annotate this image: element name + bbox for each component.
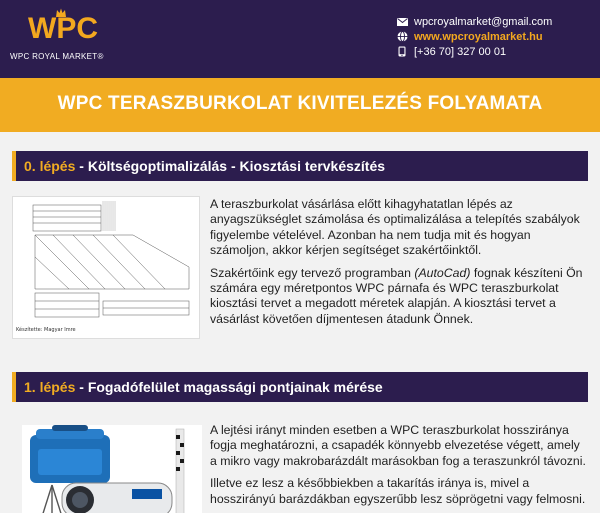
phone-icon	[396, 46, 408, 58]
mail-icon	[396, 16, 408, 28]
contact-phone[interactable]	[396, 44, 596, 59]
contact-phone-text: [+36 70] 327 00 01	[414, 45, 507, 58]
header-bar	[0, 0, 600, 78]
step-0-number: 0. lépés	[24, 158, 76, 174]
globe-icon	[396, 31, 408, 43]
step-1-paragraph-2: Illetve ez lesz a későbbiekben a takarítás iránya is, mivel a hosszirányú barázdákban egyszerűbb lesz söprögetni vagy felmosni.	[210, 476, 586, 506]
step-1-body	[210, 423, 590, 513]
brand-logo[interactable]	[10, 12, 110, 68]
leveling-instrument-photo	[22, 425, 202, 513]
step-0-paragraph-1: A teraszburkolat vásárlása előtt kihagyhatatlan lépés az anyagszükséglet számolása és optimalizálása a telepítés szabályok figyelembe vételével. Azonban ha nem tudja mit és hogyan számoljon, akkor kérjen segítséget szakértőinktől.	[210, 197, 580, 258]
title-banner	[0, 78, 600, 132]
logo-mark: WPC	[28, 12, 98, 45]
layout-plan-drawing	[13, 197, 199, 338]
contact-website[interactable]	[396, 29, 596, 44]
image-caption: Készítette: Magyar Imre	[16, 327, 76, 333]
step-0-title: Költségoptimalizálás - Kiosztási tervkészítés	[87, 158, 386, 174]
step-0-body	[210, 197, 590, 334]
contact-list	[396, 14, 596, 59]
step-1-heading	[24, 379, 383, 395]
logo-text: WPC ROYAL MARKET®	[10, 52, 104, 61]
step-0-header	[12, 151, 588, 181]
page-title: WPC TERASZBURKOLAT KIVITELEZÉS FOLYAMATA	[57, 93, 543, 114]
layout-plan-image	[12, 196, 200, 339]
step-0-separator: -	[75, 158, 88, 174]
leveling-instrument-image	[22, 425, 202, 513]
step-1-paragraph-1: A lejtési irányt minden esetben a WPC teraszburkolat hossziránya fogja meghatározni, a csapadék könnyebb elvezetése végett, amely a mikro vagy makrobarázdált marásokban fog a teraszunkról távozni.	[210, 423, 586, 468]
step-0-heading	[24, 158, 385, 174]
step-1-header	[12, 372, 588, 402]
step-0-paragraph-2	[210, 266, 590, 328]
contact-email[interactable]	[396, 14, 596, 29]
step-0-paragraph-2-text: Szakértőink egy tervező programban (AutoCad) fognak készíteni Ön számára egy méretpontos WPC párnafa és WPC teraszburkolat kiosztási tervet a megadott méretek alapján. A kiosztási tervet a vásárlást követően díjmentesen átadunk Önnek.	[210, 265, 583, 326]
step-1-number: 1. lépés	[24, 379, 76, 395]
contact-website-text: www.wpcroyalmarket.hu	[414, 30, 543, 43]
step-1-separator: -	[75, 379, 88, 395]
contact-email-text: wpcroyalmarket@gmail.com	[414, 15, 553, 28]
step-1-title: Fogadófelület magassági pontjainak mérése	[87, 379, 383, 395]
